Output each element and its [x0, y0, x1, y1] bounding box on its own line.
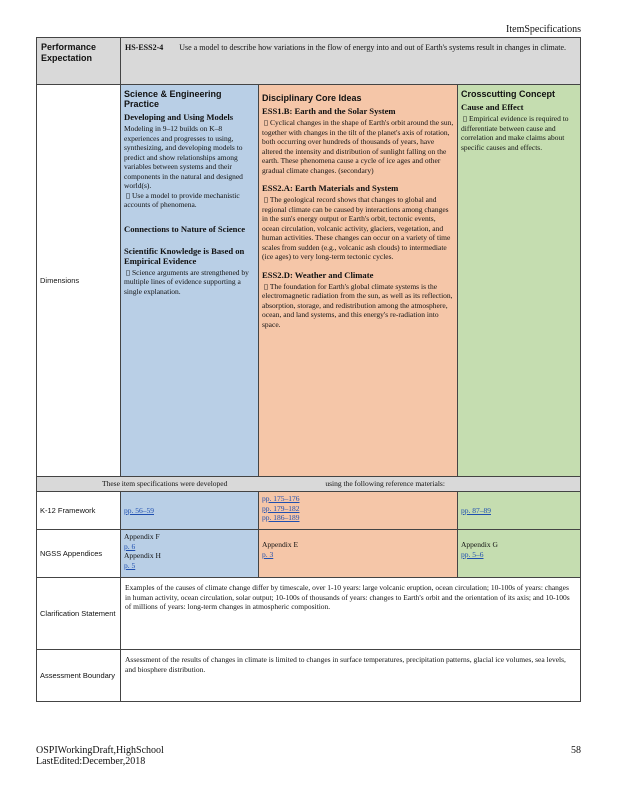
bullet-icon: ▯ — [264, 195, 270, 204]
ngss-sep-ref-2: Appendix H — [124, 551, 161, 560]
sep-knowledge-bullet: Science arguments are strengthened by multiple lines of evidence supporting a single explanation. — [124, 267, 249, 296]
dci-3-text: The foundation for Earth's global climate systems is the electromagnetic radiation from the sun, as well as its reflection, absorption, storage, and redistribution among the atmosphere, ocean, and land systems, and this energy's re-radiation into space. — [262, 281, 453, 329]
sep-heading: Science & Engineering Practice — [124, 89, 222, 109]
ccc-1-title: Cause and Effect — [461, 102, 524, 112]
bullet-icon: ▯ — [126, 267, 133, 277]
separator-text-2: using the following reference materials: — [325, 479, 445, 488]
ngss-ccc-link[interactable]: pp. 5–6 — [461, 549, 484, 559]
pe-cell — [121, 38, 581, 85]
assessment-text: Assessment of the results of changes in climate is limited to changes in surface temperatures, precipitation patterns, glacial ice volumes, sea levels, and biosphere distribution. — [121, 650, 581, 702]
ngss-sep-cell — [121, 530, 259, 578]
bullet-icon: ▯ — [264, 281, 270, 291]
bullet-icon: ▯ — [126, 190, 133, 200]
ngss-ccc-cell — [458, 530, 581, 578]
dci-3-title: ESS2.D: Weather and Climate — [262, 269, 374, 280]
dci-3-item — [262, 282, 454, 330]
k12-row — [37, 492, 581, 530]
ccc-column — [458, 85, 581, 477]
dimensions-row — [37, 85, 581, 477]
sep-practice-bullet-item — [124, 191, 255, 210]
pe-code: HS-ESS2-4 — [125, 43, 164, 52]
footer — [36, 745, 164, 767]
ngss-label: NGSS Appendices — [37, 530, 121, 578]
sep-nature-title: Connections to Nature of Science — [124, 223, 246, 234]
k12-ccc-link[interactable]: pp. 87–89 — [461, 505, 491, 515]
sep-practice-text: Modeling in 9–12 builds on K–8 experiences and progresses to using, synthesizing, and developing models to predict and show relationships among variables between systems and their components in the natural and designed world(s). — [124, 124, 243, 190]
pe-text: Use a model to describe how variations in the flow of energy into and out of Earth's systems result in changes in climate. — [179, 43, 566, 52]
k12-dci-link-1[interactable]: pp. 175–176 — [262, 494, 300, 503]
dimensions-label: Dimensions — [37, 85, 121, 477]
ngss-sep-ref-1: Appendix F — [124, 532, 160, 541]
page-number: 58 — [571, 745, 581, 756]
k12-dci-link-2[interactable]: pp. 179–182 — [262, 503, 300, 513]
ngss-sep-link-2[interactable]: p. 5 — [124, 560, 136, 570]
ccc-heading: Crosscutting Concept — [461, 89, 556, 99]
k12-sep-cell — [121, 492, 259, 530]
header-title: ItemSpecifications — [506, 24, 581, 35]
dci-heading: Disciplinary Core Ideas — [262, 93, 362, 103]
k12-ccc-cell — [458, 492, 581, 530]
separator-row — [37, 477, 581, 492]
item-specification-table — [36, 37, 581, 702]
dci-1-item — [262, 118, 454, 175]
sep-column — [121, 85, 259, 477]
separator-text-1: These item specifications were developed — [102, 479, 228, 488]
bullet-icon: ▯ — [264, 118, 271, 127]
dci-column — [259, 85, 458, 477]
ngss-row — [37, 530, 581, 578]
k12-label: K-12 Framework — [37, 492, 121, 530]
ngss-sep-link-1[interactable]: p. 6 — [124, 541, 136, 551]
sep-knowledge-title: Scientific Knowledge is Based on Empirical Evidence — [124, 245, 245, 266]
pe-label: Performance Expectation — [37, 38, 121, 85]
k12-dci-cell — [259, 492, 458, 530]
clarification-text: Examples of the causes of climate change differ by timescale, over 1-10 years: large volcanic eruption, ocean circulation; 10-100s of years: changes in human activity, ocean circulation, solar output; 10-100s of thousands of years: changes to Earth's orbit and the orientation of its axis; and 10-100s of millions of years: long-term changes in atmospheric composition. — [121, 578, 581, 650]
dci-2-title: ESS2.A: Earth Materials and System — [262, 183, 399, 193]
ngss-dci-ref: Appendix E — [262, 540, 299, 549]
dci-1-title: ESS1.B: Earth and the Solar System — [262, 106, 396, 116]
bullet-icon: ▯ — [463, 114, 470, 123]
sep-practice-bullet: Use a model to provide mechanistic accounts of phenomena. — [124, 190, 240, 209]
ccc-1-item — [461, 114, 577, 152]
ngss-dci-cell — [259, 530, 458, 578]
separator-cell — [37, 477, 581, 492]
assessment-label: Assessment Boundary — [37, 650, 121, 702]
footer-line-2: LastEdited:December,2018 — [36, 756, 146, 767]
dci-2-item — [262, 195, 454, 262]
ngss-dci-link[interactable]: p. 3 — [262, 549, 274, 559]
dci-1-text: Cyclical changes in the shape of Earth's orbit around the sun, together with changes in the tilt of the planet's axis of rotation, both occurring over hundreds of thousands of years, have altered the intensity and distribution of sunlight falling on the earth. These phenomena cause a cycle of ice ages and other gradual climate changes. (secondary) — [262, 118, 454, 175]
sep-knowledge-bullet-item — [124, 268, 255, 297]
k12-sep-link[interactable]: pp. 56–59 — [124, 505, 154, 515]
clarification-row — [37, 578, 581, 650]
sep-practice-title: Developing and Using Models — [124, 112, 234, 122]
dci-2-text: The geological record shows that changes to global and regional climate can be caused by interactions among changes in the sun's energy output or Earth's orbit, tectonic events, ocean circulation, volcanic activity, glaciers, vegetation, and human activities. These changes can occur on a variety of time scales from sudden (e.g., volcanic ash clouds) to intermediate (ice ages) to very long-term tectonic cycles. — [262, 195, 451, 261]
assessment-row — [37, 650, 581, 702]
clarification-label: Clarification Statement — [37, 578, 121, 650]
k12-dci-link-3[interactable]: pp. 186–189 — [262, 513, 300, 522]
performance-expectation-row — [37, 38, 581, 85]
ccc-1-bullet: Empirical evidence is required to differentiate between cause and correlation and make claims about specific causes and effects. — [461, 114, 569, 152]
ngss-ccc-ref: Appendix G — [461, 540, 498, 549]
footer-line-1: OSPIWorkingDraft,HighSchool — [36, 745, 164, 756]
